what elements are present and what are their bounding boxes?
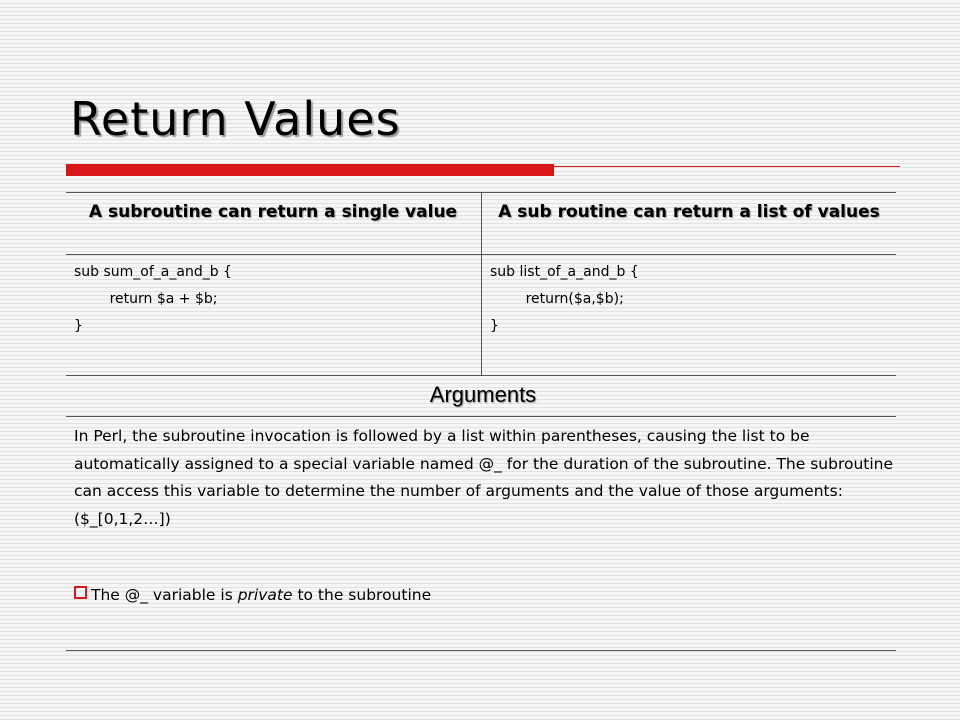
title-accent-line [554, 166, 900, 167]
bullet-prefix: The @_ variable is [91, 586, 238, 604]
column-header-list-values: A sub routine can return a list of values [498, 202, 880, 222]
arguments-divider [66, 416, 896, 417]
code-line: return $a + $b; [74, 291, 218, 307]
column-header-single-value: A subroutine can return a single value [88, 202, 458, 222]
code-line: } [490, 318, 499, 334]
arguments-heading: Arguments [429, 382, 537, 407]
code-line: sub sum_of_a_and_b { [74, 264, 232, 280]
arguments-paragraph [74, 423, 894, 533]
code-line: sub list_of_a_and_b { [490, 264, 639, 280]
code-line: return($a,$b); [490, 291, 624, 307]
square-bullet-icon [74, 586, 87, 599]
bullet-suffix: to the subroutine [292, 586, 432, 604]
code-line: } [74, 318, 83, 334]
footer-divider [66, 650, 896, 651]
slide-title: Return Values [70, 92, 401, 146]
index-note: ($_[0,1,2…]) [74, 509, 171, 528]
title-accent-bar [66, 164, 554, 176]
bullet-emphasis: private [237, 586, 293, 604]
table-column-divider [481, 192, 482, 376]
bullet-item [74, 583, 431, 607]
arguments-text: In Perl, the subroutine invocation is followed by a list within parentheses, causing the list to be automatically assigned to a special variable named @_ for the duration of the subroutine. The subroutine can access this variable to determine the number of arguments and the value of those arguments: [74, 427, 894, 500]
